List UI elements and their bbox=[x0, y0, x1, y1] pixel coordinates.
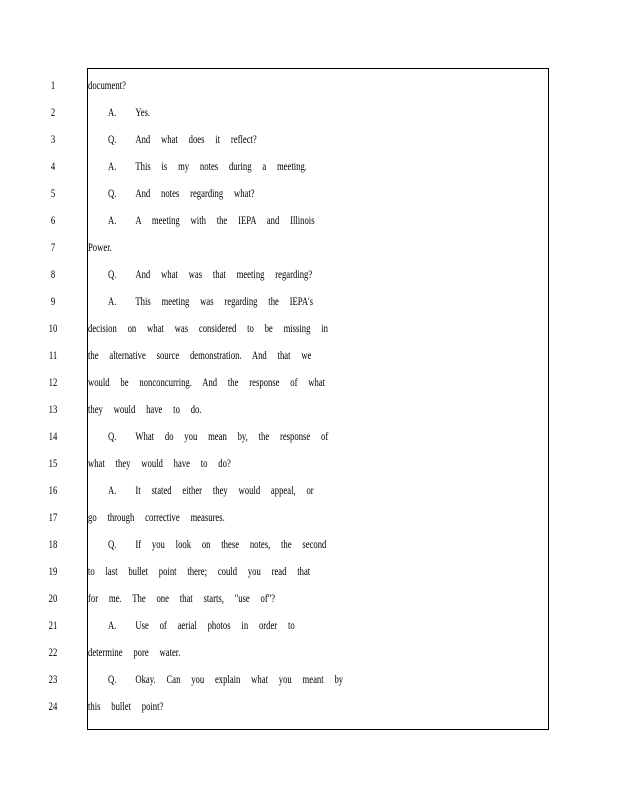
testimony-text: And what does it reflect? bbox=[135, 132, 257, 146]
line-text bbox=[108, 617, 295, 633]
speaker-label: Q. bbox=[108, 186, 117, 200]
line-number: 9 bbox=[50, 294, 56, 308]
testimony-text: they would have to do. bbox=[88, 402, 202, 416]
line-number: 18 bbox=[48, 537, 58, 551]
line-text bbox=[108, 158, 307, 174]
transcript-line bbox=[0, 428, 618, 455]
testimony-text: This meeting was regarding the IEPA's bbox=[135, 294, 313, 308]
testimony-text: the alternative source demonstration. And that we bbox=[88, 348, 312, 362]
transcript-line bbox=[0, 239, 618, 266]
testimony-text: go through corrective measures. bbox=[88, 510, 225, 524]
testimony-text: A meeting with the IEPA and Illinois bbox=[135, 213, 315, 227]
testimony-text: This is my notes during a meeting. bbox=[135, 159, 307, 173]
line-number: 7 bbox=[50, 240, 56, 254]
transcript-line bbox=[0, 131, 618, 158]
line-text bbox=[108, 266, 312, 282]
line-number: 21 bbox=[48, 618, 58, 632]
speaker-label: A. bbox=[108, 618, 117, 632]
transcript-line bbox=[0, 158, 618, 185]
line-text bbox=[88, 698, 163, 714]
speaker-label: A. bbox=[108, 105, 117, 119]
line-number: 6 bbox=[50, 213, 56, 227]
speaker-label: A. bbox=[108, 483, 117, 497]
line-text bbox=[88, 644, 180, 660]
testimony-text: It stated either they would appeal, or bbox=[135, 483, 314, 497]
testimony-text: for me. The one that starts, "use of"? bbox=[88, 591, 276, 605]
line-number: 20 bbox=[48, 591, 58, 605]
transcript-line bbox=[0, 671, 618, 698]
line-text bbox=[88, 455, 231, 471]
speaker-label: A. bbox=[108, 159, 117, 173]
line-number: 23 bbox=[48, 672, 58, 686]
line-text bbox=[88, 563, 310, 579]
speaker-label: A. bbox=[108, 213, 117, 227]
testimony-text: Power. bbox=[88, 240, 112, 254]
line-number: 13 bbox=[48, 402, 58, 416]
line-text bbox=[88, 347, 311, 363]
transcript-line bbox=[0, 212, 618, 239]
transcript-line bbox=[0, 482, 618, 509]
testimony-text: Yes. bbox=[135, 105, 151, 119]
line-number: 19 bbox=[48, 564, 58, 578]
line-number: 4 bbox=[50, 159, 56, 173]
line-text bbox=[108, 293, 313, 309]
line-number: 1 bbox=[50, 78, 56, 92]
transcript-line bbox=[0, 509, 618, 536]
transcript-line bbox=[0, 401, 618, 428]
speaker-label: A. bbox=[108, 294, 117, 308]
testimony-text: document? bbox=[88, 78, 126, 92]
testimony-text: determine pore water. bbox=[88, 645, 181, 659]
testimony-text: And what was that meeting regarding? bbox=[135, 267, 313, 281]
transcript-line bbox=[0, 104, 618, 131]
line-number: 17 bbox=[48, 510, 58, 524]
testimony-text: this bullet point? bbox=[88, 699, 164, 713]
line-number: 24 bbox=[48, 699, 58, 713]
line-text bbox=[108, 104, 150, 120]
line-text bbox=[88, 590, 275, 606]
line-text bbox=[88, 509, 225, 525]
testimony-text: Use of aerial photos in order to bbox=[135, 618, 295, 632]
line-text bbox=[108, 185, 255, 201]
speaker-label: Q. bbox=[108, 267, 117, 281]
testimony-text: what they would have to do? bbox=[88, 456, 231, 470]
line-number: 8 bbox=[50, 267, 56, 281]
line-text bbox=[88, 374, 325, 390]
transcript-line bbox=[0, 185, 618, 212]
transcript-line bbox=[0, 374, 618, 401]
line-number: 22 bbox=[48, 645, 58, 659]
line-text bbox=[88, 401, 202, 417]
transcript-line bbox=[0, 698, 618, 725]
line-number: 12 bbox=[48, 375, 58, 389]
speaker-label: Q. bbox=[108, 537, 117, 551]
line-text bbox=[88, 320, 328, 336]
transcript-line bbox=[0, 293, 618, 320]
line-number: 16 bbox=[48, 483, 58, 497]
line-number: 3 bbox=[50, 132, 56, 146]
line-text bbox=[108, 671, 343, 687]
transcript-line bbox=[0, 347, 618, 374]
line-text bbox=[88, 239, 112, 255]
transcript-line bbox=[0, 266, 618, 293]
transcript-line bbox=[0, 77, 618, 104]
transcript-line bbox=[0, 590, 618, 617]
speaker-label: Q. bbox=[108, 132, 117, 146]
testimony-text: decision on what was considered to be missing in bbox=[88, 321, 328, 335]
testimony-text: What do you mean by, the response of bbox=[135, 429, 329, 443]
line-number: 15 bbox=[48, 456, 58, 470]
testimony-text: to last bullet point there; could you read that bbox=[88, 564, 311, 578]
line-text bbox=[108, 212, 315, 228]
testimony-text: And notes regarding what? bbox=[135, 186, 255, 200]
line-number: 5 bbox=[50, 186, 56, 200]
transcript-line bbox=[0, 320, 618, 347]
testimony-text: would be nonconcurring. And the response of what bbox=[88, 375, 326, 389]
transcript-line bbox=[0, 455, 618, 482]
speaker-label: Q. bbox=[108, 429, 117, 443]
testimony-text: If you look on these notes, the second bbox=[135, 537, 327, 551]
line-text bbox=[88, 77, 126, 93]
transcript-line bbox=[0, 563, 618, 590]
line-text bbox=[108, 536, 326, 552]
line-text bbox=[108, 131, 257, 147]
line-number: 10 bbox=[48, 321, 58, 335]
line-number: 11 bbox=[48, 348, 58, 362]
testimony-text: Okay. Can you explain what you meant by bbox=[135, 672, 344, 686]
line-text bbox=[108, 428, 328, 444]
line-text bbox=[108, 482, 314, 498]
transcript-line bbox=[0, 536, 618, 563]
line-number: 2 bbox=[50, 105, 56, 119]
transcript-line bbox=[0, 617, 618, 644]
line-number: 14 bbox=[48, 429, 58, 443]
speaker-label: Q. bbox=[108, 672, 117, 686]
transcript-line bbox=[0, 644, 618, 671]
